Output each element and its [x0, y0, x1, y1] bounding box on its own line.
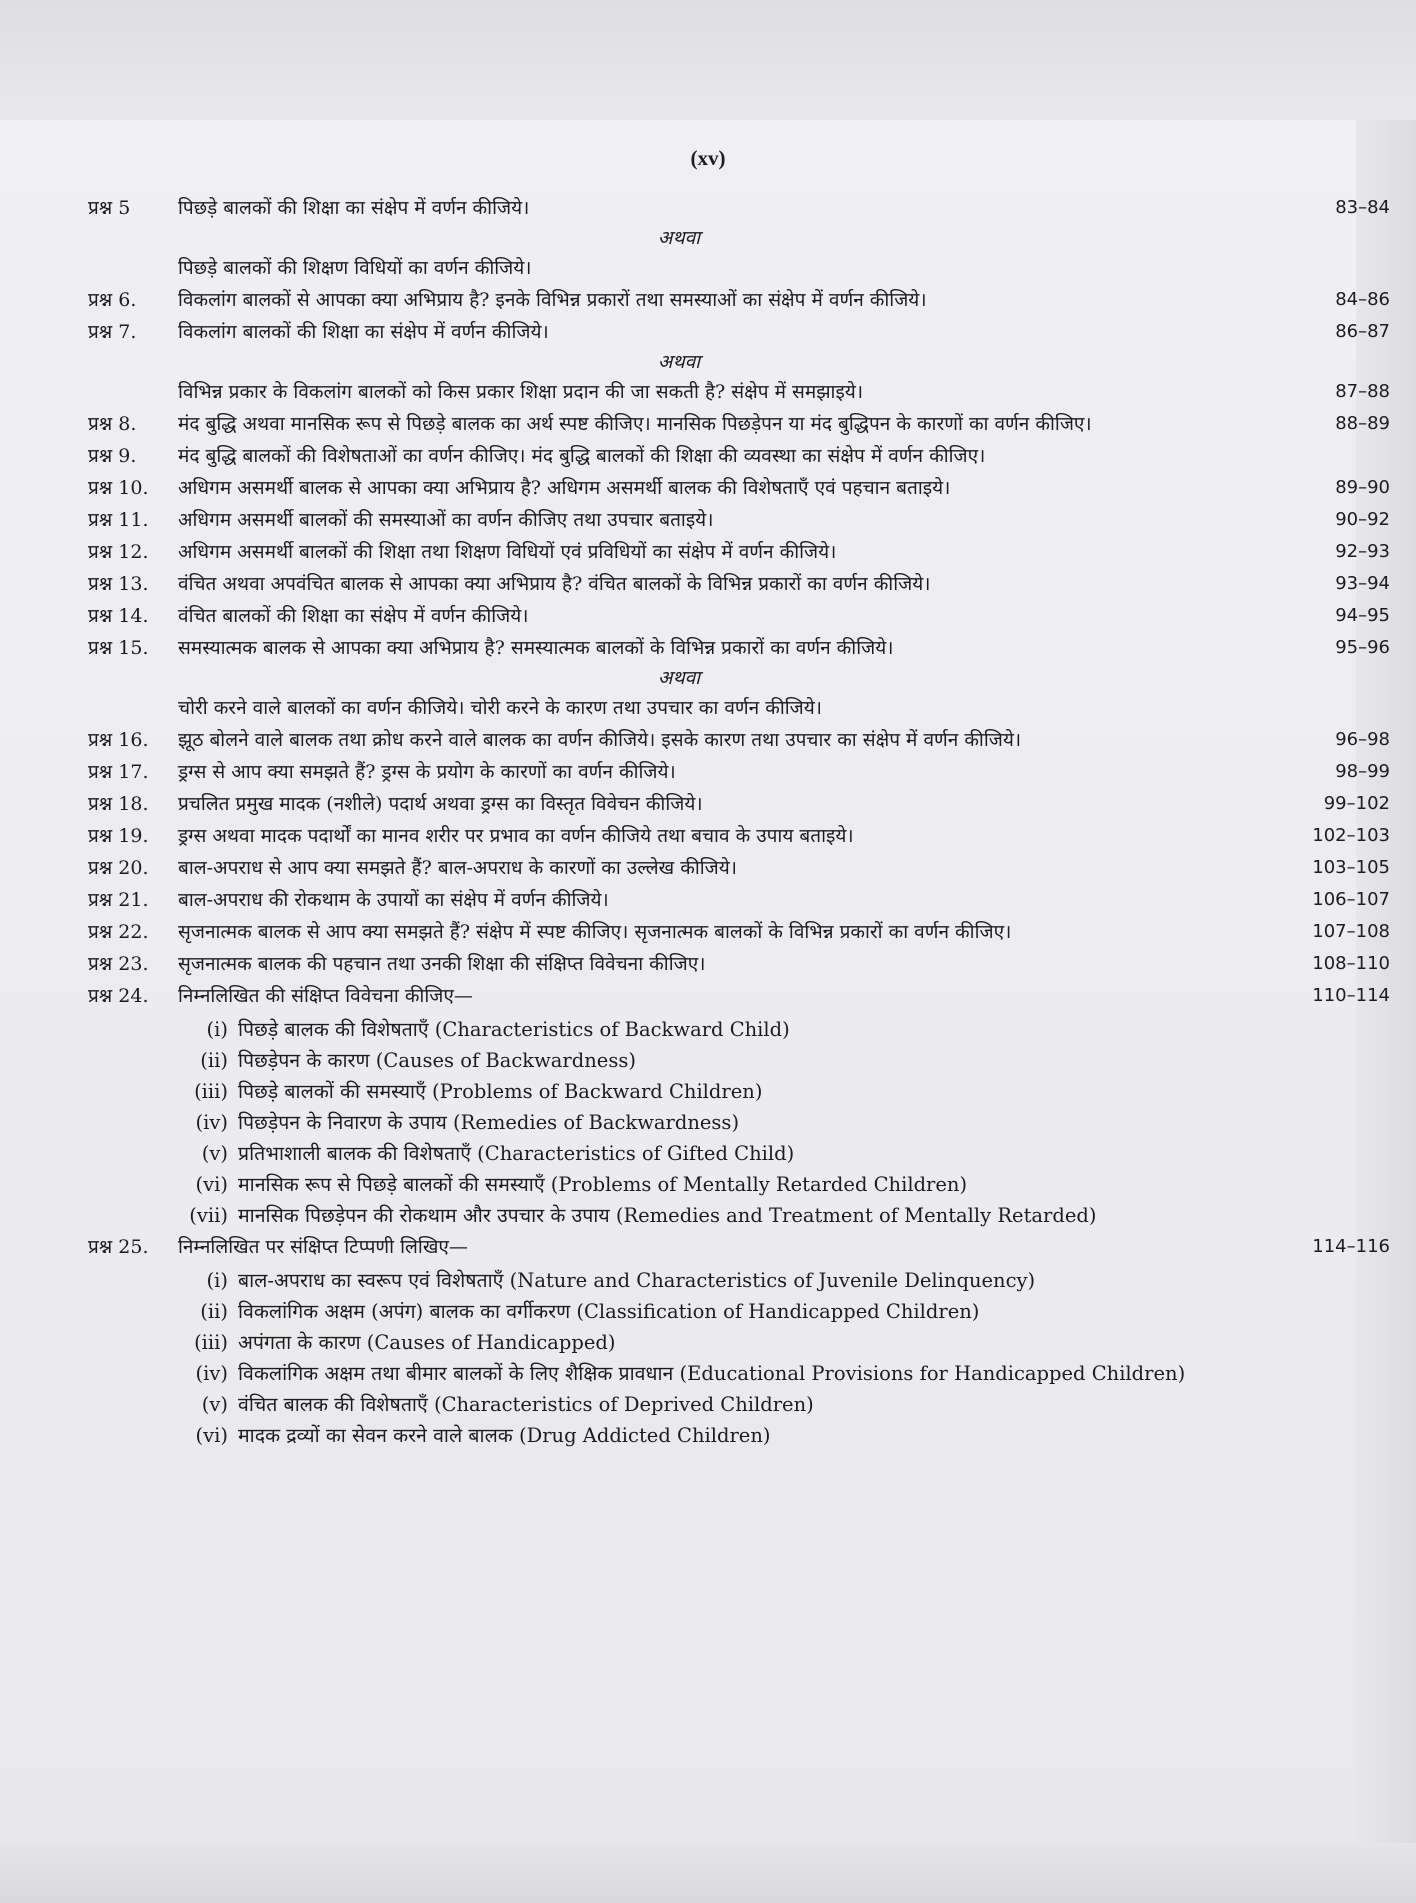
alternate-question-text: पिछड़े बालकों की शिक्षण विधियों का वर्णन कीजिये। [178, 257, 532, 279]
sub-item [176, 1169, 1288, 1200]
page-range: 90–92 [1335, 509, 1390, 530]
question-text: झूठ बोलने वाले बालक तथा क्रोध करने वाले बालक का वर्णन कीजिये। इसके कारण तथा उपचार का संक्षेप में वर्णन कीजिये। [178, 729, 1022, 751]
question-number: प्रश्न 14. [88, 605, 149, 627]
sub-item-number: (iv) [195, 1362, 228, 1385]
question-row [88, 820, 1390, 852]
question-row [88, 916, 1390, 948]
alternate-page-range: 87–88 [1335, 381, 1390, 402]
question-text: विकलांग बालकों से आपका क्या अभिप्राय है? इनके विभिन्न प्रकारों तथा समस्याओं का संक्षेप में वर्णन कीजिये। [178, 289, 927, 311]
sub-item [176, 1014, 1288, 1045]
question-number: प्रश्न 6. [88, 289, 137, 311]
page-range: 102–103 [1312, 825, 1390, 846]
question-text: निम्नलिखित पर संक्षिप्त टिप्पणी लिखिए— [178, 1236, 468, 1258]
question-item [88, 504, 1390, 536]
question-row [88, 408, 1390, 440]
question-item [88, 284, 1390, 316]
sub-item [176, 1420, 1288, 1451]
question-row [88, 600, 1390, 632]
question-number: प्रश्न 25. [88, 1236, 149, 1258]
sub-item [176, 1138, 1288, 1169]
sub-item-text: मानसिक रूप से पिछड़े बालकों की समस्याएँ (Problems of Mentally Retarded Children) [238, 1173, 968, 1196]
sub-item-text: पिछड़ेपन के निवारण के उपाय (Remedies of Backwardness) [238, 1111, 740, 1134]
question-item [88, 316, 1390, 408]
sub-item-number: (ii) [200, 1300, 228, 1323]
question-number: प्रश्न 13. [88, 573, 149, 595]
sub-item-text: प्रतिभाशाली बालक की विशेषताएँ (Characteristics of Gifted Child) [238, 1142, 795, 1165]
question-number: प्रश्न 17. [88, 761, 149, 783]
question-item [88, 600, 1390, 632]
sub-item-text: विकलांगिक अक्षम (अपंग) बालक का वर्गीकरण (Classification of Handicapped Children) [238, 1300, 980, 1323]
sub-item-text: मानसिक पिछड़ेपन की रोकथाम और उपचार के उपाय (Remedies and Treatment of Mentally Retarded) [238, 1204, 1097, 1227]
question-text: मंद बुद्धि बालकों की विशेषताओं का वर्णन कीजिए। मंद बुद्धि बालकों की शिक्षा की व्यवस्था का संक्षेप में वर्णन कीजिए। [178, 445, 986, 467]
question-number: प्रश्न 22. [88, 921, 149, 943]
page-range: 94–95 [1335, 605, 1390, 626]
question-text: समस्यात्मक बालक से आपका क्या अभिप्राय है? समस्यात्मक बालकों के विभिन्न प्रकारों का वर्णन कीजिये। [178, 637, 894, 659]
question-number: प्रश्न 7. [88, 321, 137, 343]
alternate-question-row [88, 692, 1320, 724]
sub-item-list [176, 1265, 1288, 1451]
question-row [88, 724, 1390, 756]
question-number: प्रश्न 5 [88, 197, 131, 219]
page-range: 89–90 [1335, 477, 1390, 498]
page-range: 92–93 [1335, 541, 1390, 562]
sub-item-number: (vi) [195, 1173, 228, 1196]
sub-item-number: (iv) [195, 1111, 228, 1134]
sub-item-number: (iii) [194, 1080, 228, 1103]
sub-item-text: पिछड़ेपन के कारण (Causes of Backwardness) [238, 1049, 636, 1072]
sub-item-text: पिछड़े बालकों की समस्याएँ (Problems of Backward Children) [238, 1080, 763, 1103]
question-text: वंचित अथवा अपवंचित बालक से आपका क्या अभिप्राय है? वंचित बालकों के विभिन्न प्रकारों का वर्णन कीजिये। [178, 573, 931, 595]
question-item [88, 408, 1390, 440]
page-range: 95–96 [1335, 637, 1390, 658]
sub-item-number: (vi) [195, 1424, 228, 1447]
sub-item-number: (iii) [194, 1331, 228, 1354]
page-range: 103–105 [1312, 857, 1390, 878]
page-range: 107–108 [1312, 921, 1390, 942]
question-item [88, 536, 1390, 568]
question-row [88, 472, 1390, 504]
question-text: सृजनात्मक बालक की पहचान तथा उनकी शिक्षा की संक्षिप्त विवेचना कीजिए। [178, 953, 706, 975]
question-text: ड्रग्स अथवा मादक पदार्थों का मानव शरीर पर प्रभाव का वर्णन कीजिये तथा बचाव के उपाय बताइये। [178, 825, 854, 847]
question-number: प्रश्न 24. [88, 985, 149, 1007]
question-row [88, 536, 1390, 568]
alternate-question-row [88, 252, 1320, 284]
question-item [88, 788, 1390, 820]
question-row [88, 504, 1390, 536]
sub-item-text: वंचित बालक की विशेषताएँ (Characteristics of Deprived Children) [238, 1393, 814, 1416]
question-item [88, 916, 1390, 948]
question-row [88, 980, 1390, 1012]
sub-item [176, 1076, 1288, 1107]
question-number: प्रश्न 10. [88, 477, 149, 499]
page-range: 96–98 [1335, 729, 1390, 750]
scan-shadow-top [0, 0, 1416, 120]
question-number: प्रश्न 15. [88, 637, 149, 659]
question-item [88, 632, 1390, 724]
sub-item [176, 1265, 1288, 1296]
question-row [88, 884, 1390, 916]
question-row [88, 788, 1390, 820]
sub-item-number: (v) [201, 1393, 228, 1416]
question-text: पिछड़े बालकों की शिक्षा का संक्षेप में वर्णन कीजिये। [178, 197, 530, 219]
question-item [88, 192, 1390, 284]
question-text: अधिगम असमर्थी बालकों की शिक्षा तथा शिक्षण विधियों एवं प्रविधियों का संक्षेप में वर्णन कीजिये। [178, 541, 837, 563]
question-text: ड्रग्स से आप क्या समझते हैं? ड्रग्स के प्रयोग के कारणों का वर्णन कीजिये। [178, 761, 676, 783]
page-number: (xv) [690, 146, 726, 170]
question-item [88, 568, 1390, 600]
question-row [88, 1231, 1390, 1263]
alternate-question-text: विभिन्न प्रकार के विकलांग बालकों को किस प्रकार शिक्षा प्रदान की जा सकती है? संक्षेप में समझाइये। [178, 381, 864, 403]
question-text: प्रचलित प्रमुख मादक (नशीले) पदार्थ अथवा ड्रग्स का विस्तृत विवेचन कीजिये। [178, 793, 703, 815]
question-text: विकलांग बालकों की शिक्षा का संक्षेप में वर्णन कीजिये। [178, 321, 549, 343]
sub-item-number: (i) [206, 1269, 228, 1292]
question-row [88, 756, 1390, 788]
question-text: मंद बुद्धि अथवा मानसिक रूप से पिछड़े बालक का अर्थ स्पष्ट कीजिए। मानसिक पिछड़ेपन या मंद बुद्धिपन के कारणों का वर्णन कीजिए। [178, 413, 1092, 435]
question-text: बाल-अपराध की रोकथाम के उपायों का संक्षेप में वर्णन कीजिये। [178, 889, 609, 911]
question-row [88, 568, 1390, 600]
question-number: प्रश्न 16. [88, 729, 149, 751]
question-row [88, 284, 1390, 316]
question-item [88, 884, 1390, 916]
sub-item-number: (v) [201, 1142, 228, 1165]
sub-item-text: अपंगता के कारण (Causes of Handicapped) [238, 1331, 616, 1354]
alternate-label: अथवा [657, 227, 701, 249]
sub-item-text: पिछड़े बालक की विशेषताएँ (Characteristics of Backward Child) [238, 1018, 790, 1041]
question-number: प्रश्न 18. [88, 793, 149, 815]
question-number: प्रश्न 19. [88, 825, 149, 847]
scan-shadow-bottom [0, 1843, 1416, 1903]
question-item [88, 724, 1390, 756]
alternate-question-row [88, 376, 1390, 408]
question-row [88, 632, 1390, 664]
question-number: प्रश्न 11. [88, 509, 149, 531]
question-number: प्रश्न 12. [88, 541, 149, 563]
question-number: प्रश्न 9. [88, 445, 137, 467]
page-range: 93–94 [1335, 573, 1390, 594]
sub-item [176, 1045, 1288, 1076]
sub-item [176, 1358, 1288, 1389]
page-range: 83–84 [1335, 197, 1390, 218]
question-text: सृजनात्मक बालक से आप क्या समझते हैं? संक्षेप में स्पष्ट कीजिए। सृजनात्मक बालकों के विभिन्न प्रकारों का वर्णन कीजिए। [178, 921, 1012, 943]
sub-item-text: बाल-अपराध का स्वरूप एवं विशेषताएँ (Nature and Characteristics of Juvenile Delinquency) [238, 1269, 1036, 1292]
question-row [88, 316, 1390, 348]
question-item [88, 472, 1390, 504]
page-range: 99–102 [1323, 793, 1390, 814]
question-row [88, 192, 1390, 224]
question-text: अधिगम असमर्थी बालक से आपका क्या अभिप्राय है? अधिगम असमर्थी बालक की विशेषताएँ एवं पहचान बताइये। [178, 477, 951, 499]
question-text: अधिगम असमर्थी बालकों की समस्याओं का वर्णन कीजिए तथा उपचार बताइये। [178, 509, 714, 531]
page-range: 106–107 [1312, 889, 1390, 910]
question-item [88, 980, 1390, 1231]
question-row [88, 440, 1320, 472]
question-item [88, 820, 1390, 852]
question-item [88, 852, 1390, 884]
page-range: 110–114 [1312, 985, 1390, 1006]
question-list [88, 192, 1390, 1451]
question-number: प्रश्न 20. [88, 857, 149, 879]
question-number: प्रश्न 21. [88, 889, 149, 911]
page-range: 86–87 [1335, 321, 1390, 342]
sub-item-number: (i) [206, 1018, 228, 1041]
page-range: 84–86 [1335, 289, 1390, 310]
question-text: वंचित बालकों की शिक्षा का संक्षेप में वर्णन कीजिये। [178, 605, 529, 627]
page-range: 88–89 [1335, 413, 1390, 434]
question-text: बाल-अपराध से आप क्या समझते हैं? बाल-अपराध के कारणों का उल्लेख कीजिये। [178, 857, 737, 879]
sub-item [176, 1107, 1288, 1138]
alternate-question-text: चोरी करने वाले बालकों का वर्णन कीजिये। चोरी करने के कारण तथा उपचार का वर्णन कीजिये। [178, 697, 822, 719]
sub-item-list [176, 1014, 1288, 1231]
question-text: निम्नलिखित की संक्षिप्त विवेचना कीजिए— [178, 985, 473, 1007]
alternate-label: अथवा [657, 667, 701, 689]
alternate-label: अथवा [657, 351, 701, 373]
sub-item-text: मादक द्रव्यों का सेवन करने वाले बालक (Drug Addicted Children) [238, 1424, 771, 1447]
question-item [88, 948, 1390, 980]
question-item [88, 440, 1320, 472]
sub-item [176, 1296, 1288, 1327]
question-number: प्रश्न 23. [88, 953, 149, 975]
question-item [88, 1231, 1390, 1451]
page-range: 114–116 [1312, 1236, 1390, 1257]
page-range: 108–110 [1312, 953, 1390, 974]
sub-item-number: (vii) [189, 1204, 228, 1227]
question-row [88, 948, 1390, 980]
sub-item [176, 1389, 1288, 1420]
sub-item [176, 1200, 1288, 1231]
page-range: 98–99 [1335, 761, 1390, 782]
question-number: प्रश्न 8. [88, 413, 137, 435]
question-item [88, 756, 1390, 788]
question-row [88, 852, 1390, 884]
sub-item [176, 1327, 1288, 1358]
sub-item-text: विकलांगिक अक्षम तथा बीमार बालकों के लिए शैक्षिक प्रावधान (Educational Provisions for Handicapped Children) [238, 1362, 1186, 1385]
sub-item-number: (ii) [200, 1049, 228, 1072]
